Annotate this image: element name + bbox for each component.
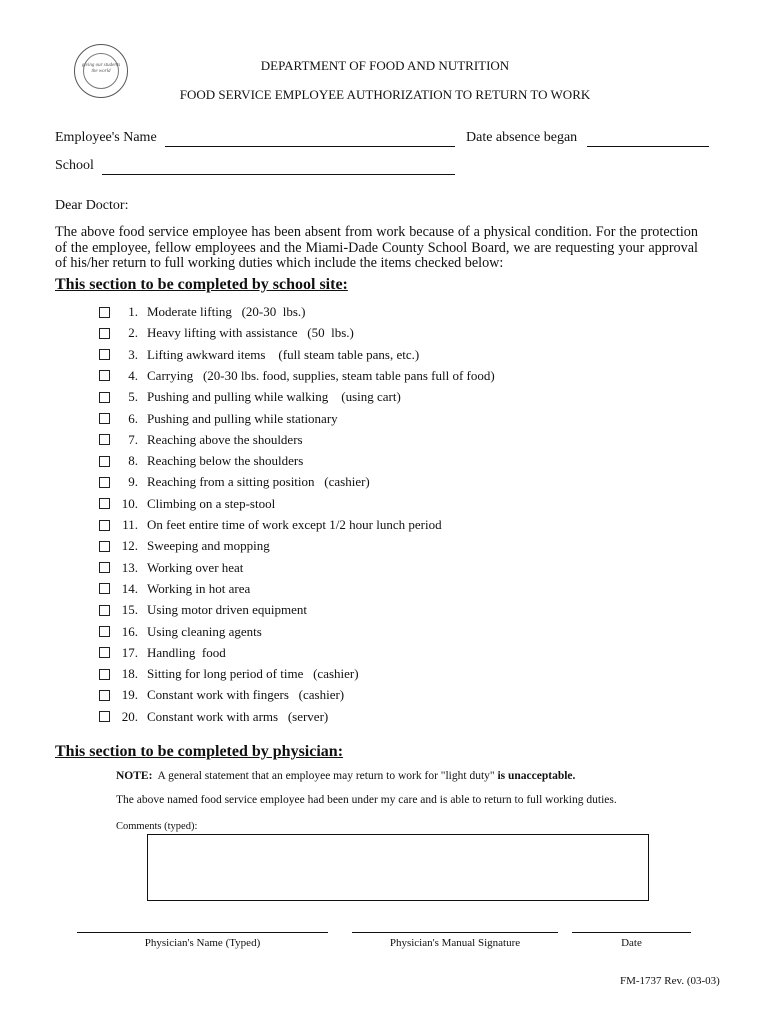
note-emphasis: is unacceptable. xyxy=(497,770,576,782)
checklist-item xyxy=(99,622,262,642)
letter-body: The above food service employee has been absent from work because of a physical condition. For the protection of the employee, fellow employees and the Miami-Dade County School Board, we are requesting your approval of his/her return to full working duties which include the items checked below: xyxy=(55,224,698,271)
employee-name-field[interactable] xyxy=(165,146,455,147)
checkbox[interactable] xyxy=(99,690,110,701)
item-text: Using cleaning agents xyxy=(147,623,262,639)
form-number: FM-1737 Rev. (03-03) xyxy=(620,975,720,987)
checklist-item xyxy=(99,345,419,365)
item-number: 6. xyxy=(128,410,138,426)
form-title: FOOD SERVICE EMPLOYEE AUTHORIZATION TO RETURN TO WORK xyxy=(179,87,591,102)
checklist-item xyxy=(99,643,226,663)
item-number: 7. xyxy=(128,431,138,447)
note-text: A general statement that an employee may return to work for "light duty" xyxy=(157,770,495,782)
item-text: Reaching below the shoulders xyxy=(147,453,304,469)
checkbox[interactable] xyxy=(99,477,110,488)
item-text: Pushing and pulling while stationary xyxy=(147,410,338,426)
item-number: 10. xyxy=(121,495,138,511)
item-number: 15. xyxy=(121,602,138,618)
item-text: Climbing on a step-stool xyxy=(147,495,276,511)
note-line xyxy=(116,770,575,782)
physician-section-title: This section to be completed by physician: xyxy=(55,743,344,760)
checkbox[interactable] xyxy=(99,626,110,637)
item-number: 1. xyxy=(128,304,138,319)
item-text: Handling food xyxy=(147,644,226,660)
date-caption: Date xyxy=(621,937,642,949)
school-label: School xyxy=(55,158,94,173)
item-text: Reaching above the shoulders xyxy=(147,431,303,447)
checklist-item xyxy=(99,536,270,556)
checklist-item xyxy=(99,664,359,684)
item-text: Lifting awkward items (full steam table pans, etc.) xyxy=(147,346,420,362)
checkbox[interactable] xyxy=(99,711,110,722)
item-text: Reaching from a sitting position (cashier) xyxy=(147,474,370,490)
checklist-item xyxy=(99,366,495,386)
comments-box[interactable] xyxy=(147,834,649,901)
checklist-item xyxy=(99,409,338,429)
item-text: Using motor driven equipment xyxy=(147,602,307,618)
item-number: 9. xyxy=(128,474,138,490)
school-section-title: This section to be completed by school site: xyxy=(55,276,348,293)
checkbox[interactable] xyxy=(99,434,110,445)
checkbox[interactable] xyxy=(99,413,110,424)
checklist-item xyxy=(99,430,303,450)
checkbox[interactable] xyxy=(99,392,110,403)
item-number: 17. xyxy=(121,644,138,660)
checklist-item xyxy=(99,579,250,599)
item-number: 4. xyxy=(128,367,138,383)
item-text: Heavy lifting with assistance (50 lbs.) xyxy=(147,325,354,341)
checkbox[interactable] xyxy=(99,669,110,680)
item-text: Working in hot area xyxy=(147,580,251,596)
checkbox[interactable] xyxy=(99,328,110,339)
checkbox[interactable] xyxy=(99,456,110,467)
item-number: 18. xyxy=(121,666,138,682)
item-text: Sweeping and mopping xyxy=(147,538,270,554)
checklist-item xyxy=(99,685,344,705)
checklist-item xyxy=(99,387,401,407)
item-text: Working over heat xyxy=(147,559,244,575)
checklist-item xyxy=(99,494,275,514)
item-text: On feet entire time of work except 1/2 hour lunch period xyxy=(147,517,442,532)
physician-signature-caption: Physician's Manual Signature xyxy=(389,937,521,949)
checkbox[interactable] xyxy=(99,562,110,573)
checklist-item xyxy=(99,558,243,578)
item-text: Constant work with fingers (cashier) xyxy=(147,687,345,703)
checklist-item xyxy=(99,515,442,535)
comments-label: Comments (typed): xyxy=(116,821,198,832)
item-number: 12. xyxy=(121,538,138,554)
checkbox[interactable] xyxy=(99,605,110,616)
item-text: Sitting for long period of time (cashier) xyxy=(147,666,359,682)
checkbox[interactable] xyxy=(99,498,110,509)
date-absence-label: Date absence began xyxy=(466,130,578,145)
item-number: 2. xyxy=(128,325,138,341)
physician-name-line[interactable] xyxy=(77,932,328,933)
item-number: 16. xyxy=(121,623,138,639)
date-line[interactable] xyxy=(572,932,691,933)
item-text: Constant work with arms (server) xyxy=(147,708,329,724)
item-number: 13. xyxy=(121,559,138,575)
checklist-item xyxy=(99,302,306,322)
checklist-item xyxy=(99,323,354,343)
checkbox[interactable] xyxy=(99,349,110,360)
item-number: 5. xyxy=(128,389,138,405)
item-number: 3. xyxy=(128,346,138,362)
item-text: Carrying (20-30 lbs. food, supplies, steam table pans full of food) xyxy=(147,367,495,383)
physician-name-caption: Physician's Name (Typed) xyxy=(144,937,261,949)
date-absence-field[interactable] xyxy=(587,146,709,147)
item-text: Moderate lifting (20-30 lbs.) xyxy=(147,304,306,319)
item-number: 11. xyxy=(122,517,138,532)
seal-motto: giving our students the world xyxy=(81,63,121,74)
checklist-item xyxy=(99,451,303,471)
item-number: 19. xyxy=(121,687,138,703)
employee-name-label: Employee's Name xyxy=(55,130,157,145)
checkbox[interactable] xyxy=(99,307,110,318)
item-text: Pushing and pulling while walking (using cart) xyxy=(147,389,401,405)
checkbox[interactable] xyxy=(99,541,110,552)
checklist-item xyxy=(99,707,328,727)
department-title: DEPARTMENT OF FOOD AND NUTRITION xyxy=(260,58,510,73)
item-number: 8. xyxy=(128,453,138,469)
note-label: NOTE: xyxy=(116,770,153,782)
checkbox[interactable] xyxy=(99,520,110,531)
physician-signature-line[interactable] xyxy=(352,932,558,933)
item-number: 20. xyxy=(121,708,138,724)
checkbox[interactable] xyxy=(99,583,110,594)
checkbox[interactable] xyxy=(99,370,110,381)
checklist-item xyxy=(99,472,370,492)
checkbox[interactable] xyxy=(99,647,110,658)
salutation: Dear Doctor: xyxy=(55,198,129,213)
item-number: 14. xyxy=(121,580,138,596)
physician-statement: The above named food service employee had been under my care and is able to return to full working duties. xyxy=(116,794,617,806)
checklist-item xyxy=(99,600,307,620)
school-field[interactable] xyxy=(102,174,455,175)
